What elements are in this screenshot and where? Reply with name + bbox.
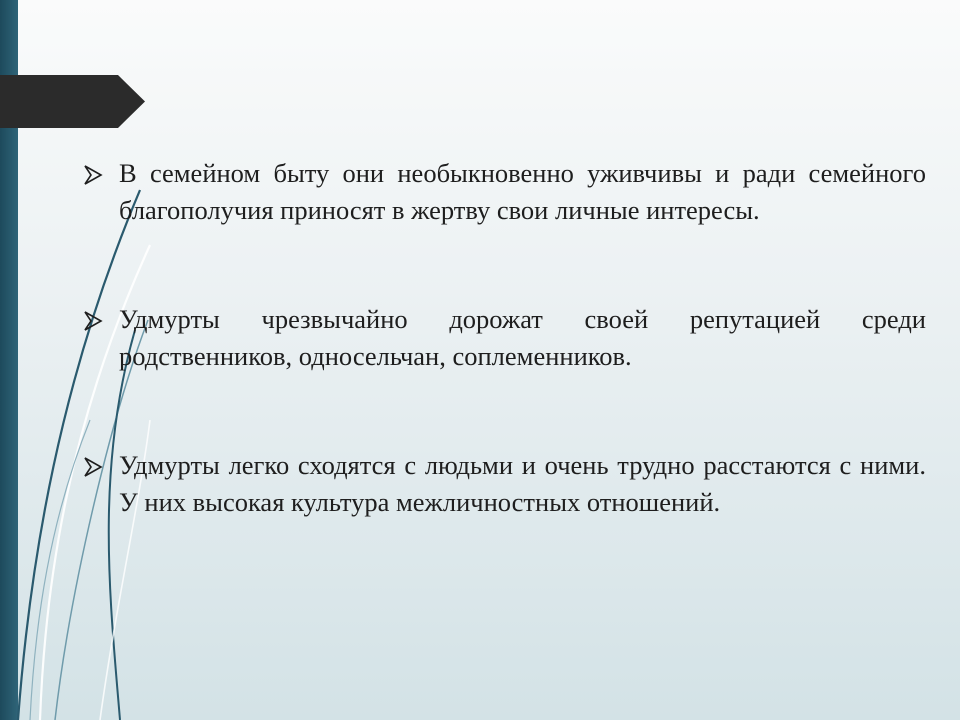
bullet-list: [80, 155, 926, 521]
chevron-arrow-icon: [82, 456, 104, 478]
chevron-arrow-icon: [82, 164, 104, 186]
chevron-arrow-icon: [82, 310, 104, 332]
bullet-text: В семейном быту они необыкновенно уживчивы и ради семейного благополучия приносят в жертву свои личные интересы.: [119, 158, 926, 225]
bullet-item: [80, 447, 926, 521]
bullet-item: [80, 155, 926, 229]
bullet-text: Удмурты чрезвычайно дорожат своей репутацией среди родственников, односельчан, соплеменников.: [119, 304, 926, 371]
bullet-text: Удмурты легко сходятся с людьми и очень трудно расстаются с ними. У них высокая культура межличностных отношений.: [119, 450, 926, 517]
title-tab-shape: [0, 75, 145, 128]
bullet-item: [80, 301, 926, 375]
